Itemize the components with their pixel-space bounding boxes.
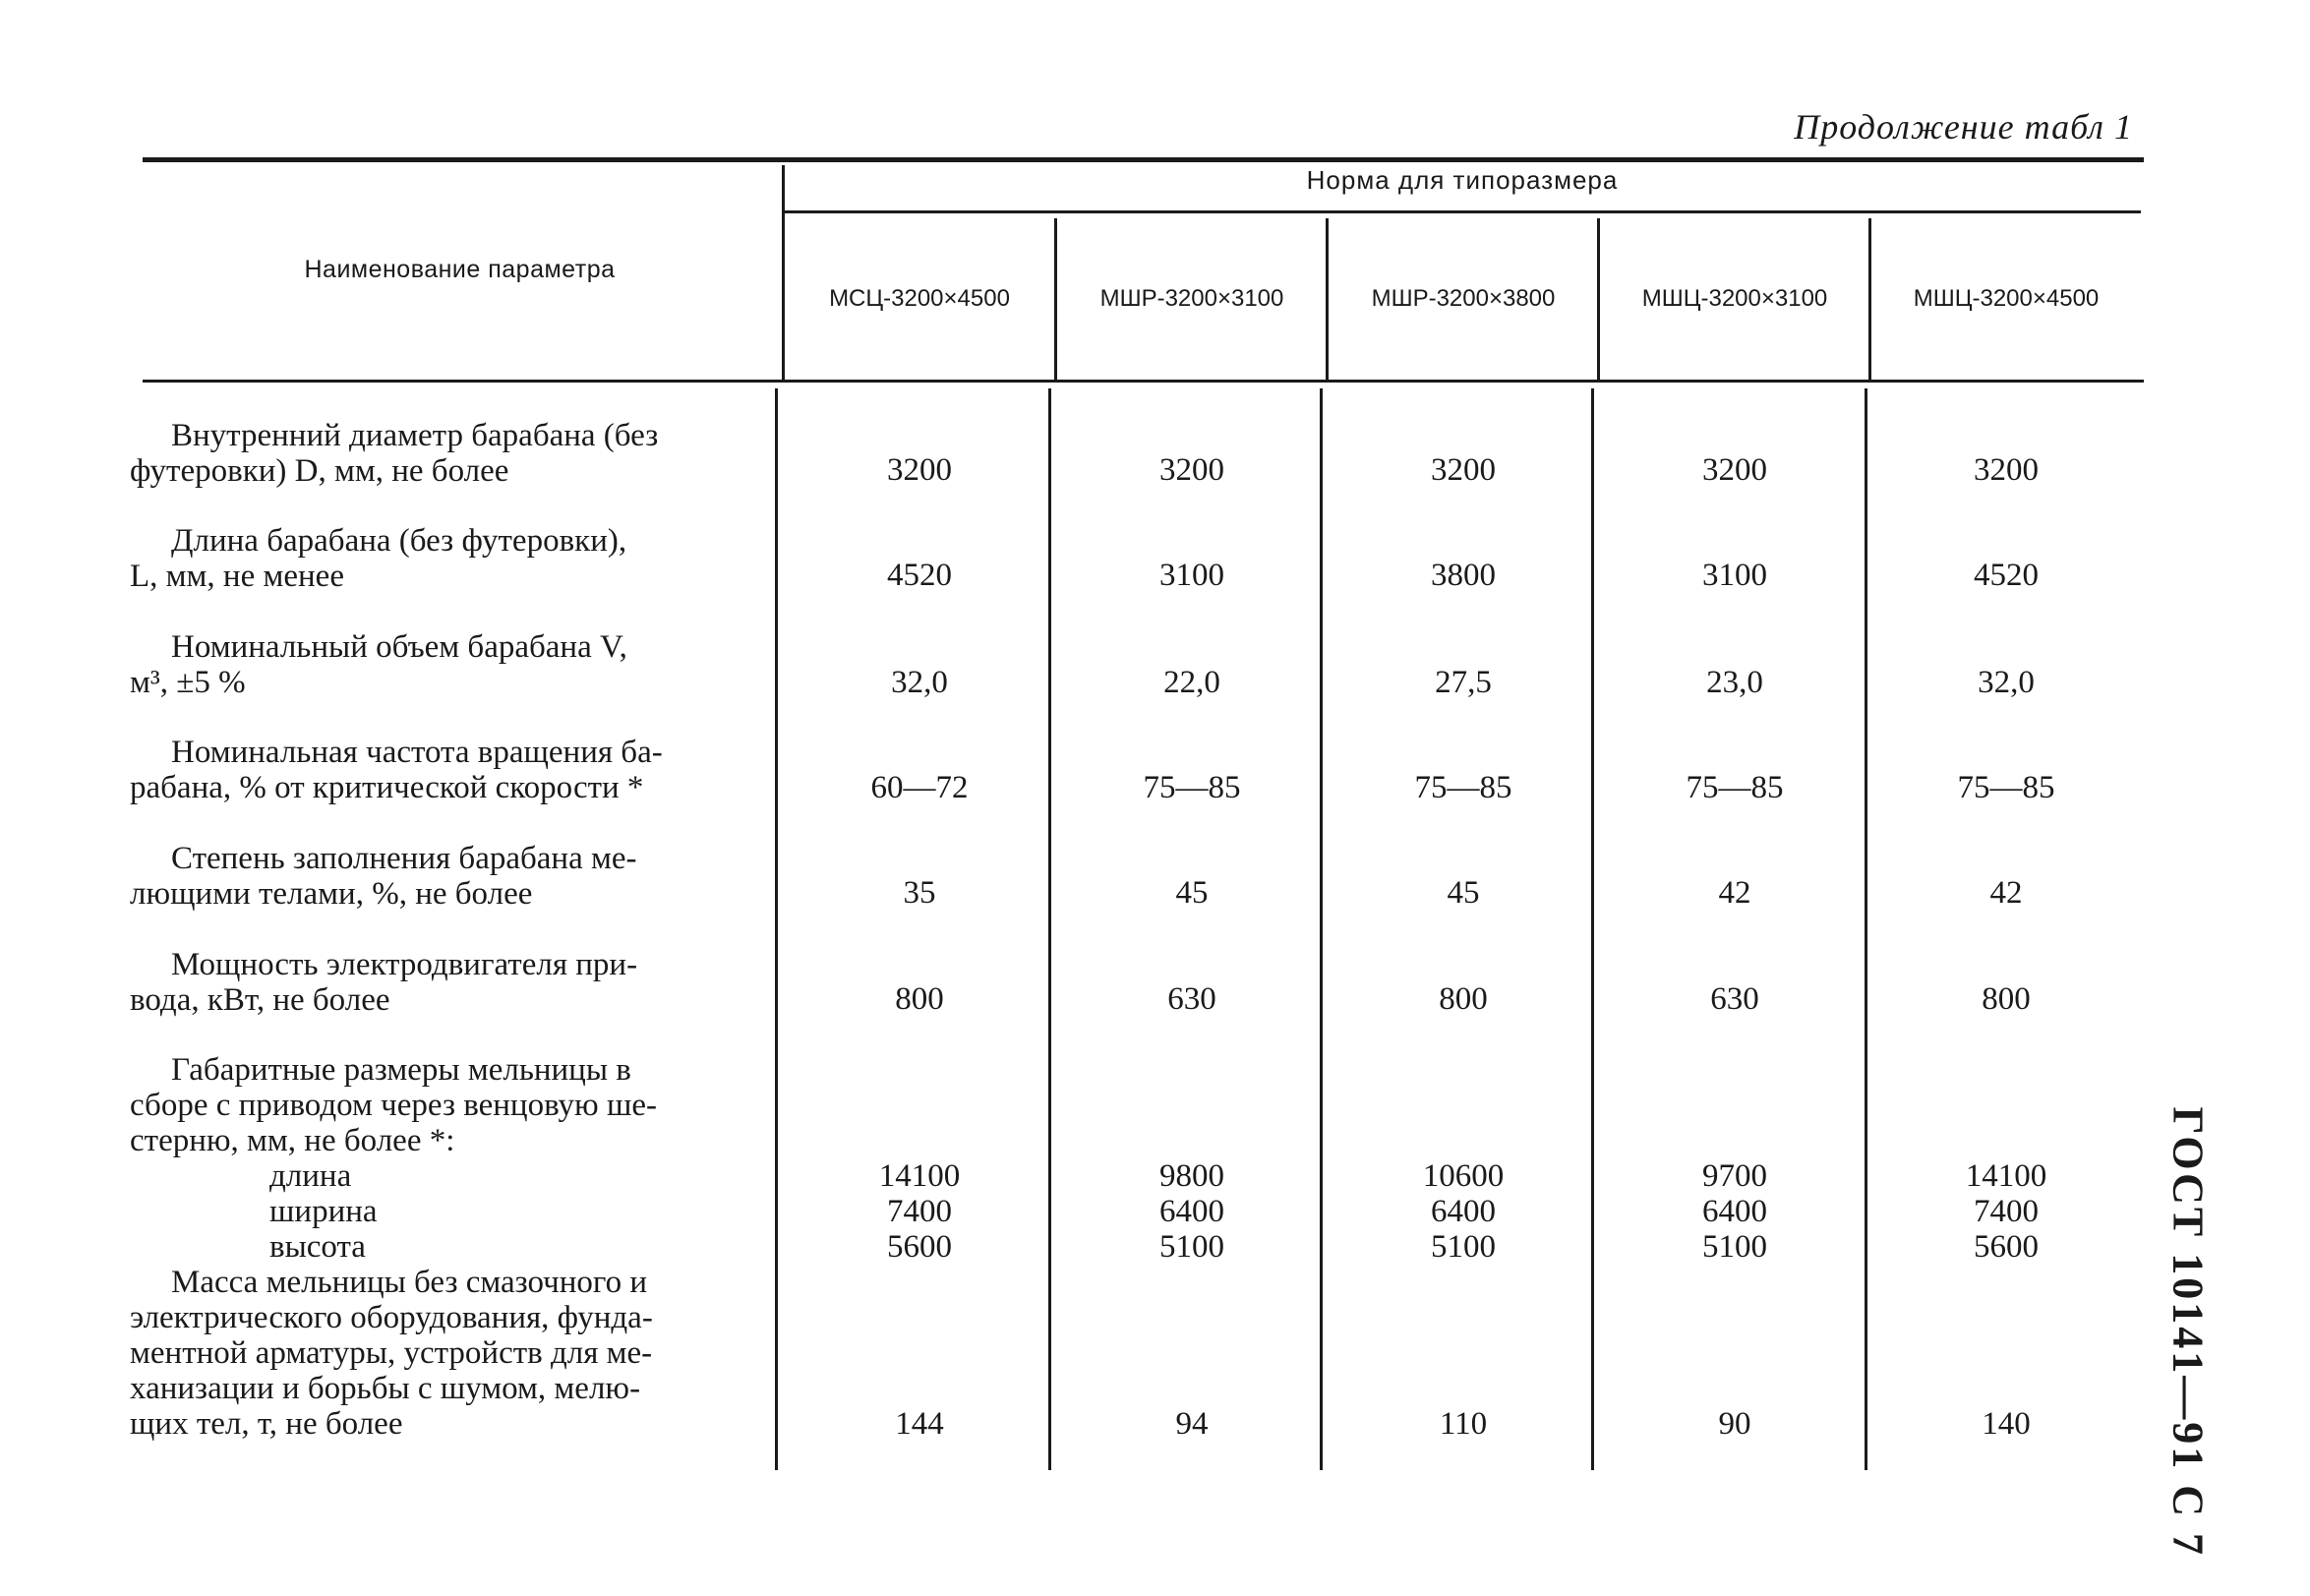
table-cell: 630: [1167, 981, 1216, 1017]
parameter-name: [130, 418, 769, 489]
table-cell: 35: [903, 875, 936, 911]
parameter-name: [130, 841, 769, 912]
table-cell: 6400: [1702, 1194, 1767, 1229]
table-cell: 4520: [1974, 558, 2039, 593]
table-cell: 3100: [1159, 558, 1224, 593]
parameter-line: Масса мельницы без смазочного и: [171, 1265, 648, 1300]
table-cell: 42: [1989, 875, 2023, 911]
parameter-line: м³, ±5 %: [130, 665, 246, 700]
table-cell: 4520: [887, 558, 952, 593]
sub-parameter-label: ширина: [269, 1194, 378, 1229]
table-cell: 3200: [1431, 452, 1496, 488]
table-cell: 3200: [1974, 452, 2039, 488]
header-bottom-rule: [143, 380, 2144, 383]
table-cell: 110: [1439, 1406, 1488, 1442]
parameter-line: Габаритные размеры мельницы в: [171, 1052, 631, 1088]
table-cell: 75—85: [1957, 770, 2055, 805]
sub-parameter-label: длина: [269, 1158, 352, 1194]
table-cell: 630: [1710, 981, 1759, 1017]
norm-group-header: Норма для типоразмера: [1306, 165, 1619, 195]
table-cell: 5100: [1159, 1229, 1224, 1265]
table-cell-group: [784, 1158, 1055, 1265]
column-divider: [1591, 388, 1594, 1470]
table-cell: 6400: [1431, 1194, 1496, 1229]
parameter-column-header: Наименование параметра: [304, 256, 616, 283]
table-cell-group: [1599, 1158, 1870, 1265]
parameter-line: лющими телами, %, не более: [130, 876, 533, 912]
parameter-line: L, мм, не менее: [130, 559, 344, 594]
table-cell: 42: [1718, 875, 1751, 911]
parameter-line: Номинальная частота вращения ба-: [171, 735, 663, 770]
table-cell: 144: [895, 1406, 944, 1442]
parameter-line: Внутренний диаметр барабана (без: [171, 418, 659, 453]
table-cell: 800: [1982, 981, 2031, 1017]
table-cell: 5100: [1431, 1229, 1496, 1265]
table-cell: 75—85: [1143, 770, 1241, 805]
column-divider: [1320, 388, 1323, 1470]
table-cell: 45: [1175, 875, 1209, 911]
table-cell: 9800: [1159, 1158, 1224, 1194]
table-cell: 3200: [887, 452, 952, 488]
table-cell: 5600: [1974, 1229, 2039, 1265]
parameter-line: стерню, мм, не более *:: [130, 1123, 455, 1158]
parameter-name: [130, 1265, 769, 1442]
table-cell: 7400: [1974, 1194, 2039, 1229]
model-header: МШЦ-3200×4500: [1913, 285, 2100, 312]
parameter-line: Номинальный объем барабана V,: [171, 629, 627, 665]
table-cell: 3200: [1159, 452, 1224, 488]
document-number-label: ГОСТ 10141—91 С 7: [2163, 1106, 2213, 1559]
column-divider: [1865, 388, 1867, 1470]
parameter-line: Длина барабана (без футеровки),: [171, 523, 627, 559]
model-header: МШЦ-3200×3100: [1641, 285, 1828, 312]
table-cell: 800: [1439, 981, 1488, 1017]
parameter-line: щих тел, т, не более: [130, 1406, 403, 1442]
table-cell: 800: [895, 981, 944, 1017]
table-caption: Продолжение табл 1: [1794, 107, 2133, 147]
parameter-line: Степень заполнения барабана ме-: [171, 841, 637, 876]
parameter-line: ханизации и борьбы с шумом, мелю-: [130, 1371, 641, 1406]
table-cell: 45: [1447, 875, 1480, 911]
parameter-line: вода, кВт, не более: [130, 982, 390, 1018]
table-cell: 22,0: [1163, 665, 1220, 700]
table-cell-group: [1056, 1158, 1328, 1265]
table-top-rule: [143, 157, 2144, 162]
parameter-line: рабана, % от критической скорости *: [130, 770, 644, 805]
table-cell: 9700: [1702, 1158, 1767, 1194]
parameter-line: Мощность электродвигателя при-: [171, 947, 638, 982]
table-cell: 5100: [1702, 1229, 1767, 1265]
table-cell: 23,0: [1706, 665, 1763, 700]
parameter-line: футеровки) D, мм, не более: [130, 453, 509, 489]
parameter-name: [130, 1052, 769, 1265]
table-cell: 94: [1175, 1406, 1209, 1442]
sub-parameter-label: высота: [269, 1229, 366, 1265]
header-group-rule: [784, 210, 2141, 213]
table-cell: 10600: [1422, 1158, 1505, 1194]
parameter-name: [130, 947, 769, 1018]
table-cell: 14100: [1965, 1158, 2047, 1194]
model-header: МШР-3200×3100: [1099, 285, 1284, 312]
table-cell: 5600: [887, 1229, 952, 1265]
table-cell: 75—85: [1414, 770, 1512, 805]
table-cell: 6400: [1159, 1194, 1224, 1229]
table-cell: 32,0: [891, 665, 948, 700]
table-cell: 32,0: [1978, 665, 2035, 700]
column-divider: [1048, 388, 1051, 1470]
table-cell: 14100: [878, 1158, 961, 1194]
parameter-line: сборе с приводом через венцовую ше-: [130, 1088, 657, 1123]
model-header: МСЦ-3200×4500: [829, 285, 1010, 312]
parameter-name: [130, 523, 769, 594]
parameter-name: [130, 629, 769, 700]
side-page-label: [2149, 1101, 2227, 1559]
table-cell: 7400: [887, 1194, 952, 1229]
table-cell: 27,5: [1435, 665, 1492, 700]
parameter-line: ментной арматуры, устройств для ме-: [130, 1335, 653, 1371]
table-cell: 3800: [1431, 558, 1496, 593]
parameter-line: электрического оборудования, фунда-: [130, 1300, 653, 1335]
table-cell-group: [1328, 1158, 1599, 1265]
table-cell: 140: [1982, 1406, 2031, 1442]
table-cell-group: [1870, 1158, 2142, 1265]
table-cell: 90: [1718, 1406, 1751, 1442]
model-header: МШР-3200×3800: [1371, 285, 1556, 312]
parameter-name: [130, 735, 769, 805]
table-cell: 3100: [1702, 558, 1767, 593]
column-divider: [775, 388, 778, 1470]
table-cell: 60—72: [870, 770, 969, 805]
table-cell: 75—85: [1686, 770, 1784, 805]
table-cell: 3200: [1702, 452, 1767, 488]
column-divider: [782, 165, 785, 380]
